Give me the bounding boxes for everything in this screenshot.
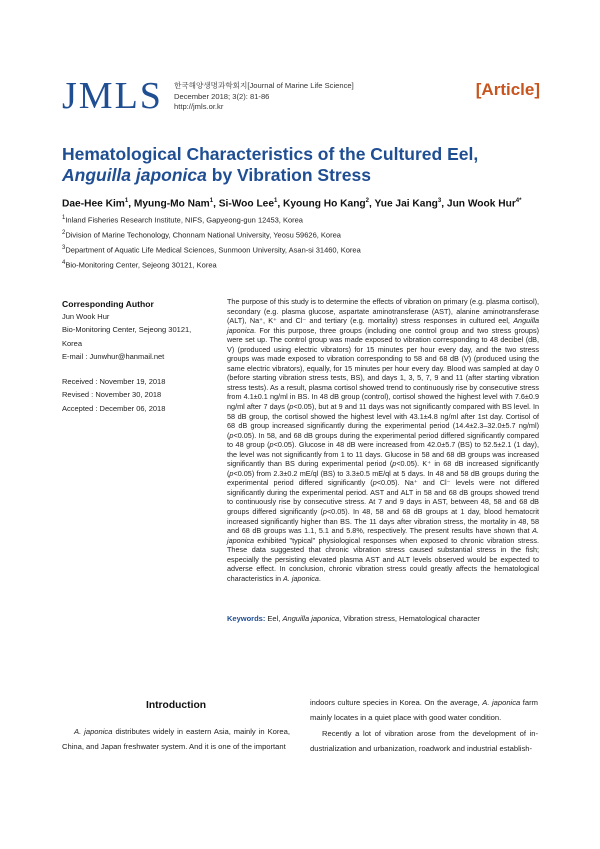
author-separator: , — [213, 198, 219, 210]
text-run: Eel, — [265, 614, 283, 623]
italic-text-run: A. japonica — [482, 698, 521, 707]
paper-title — [62, 144, 542, 186]
title-line-1: Hematological Characteristics of the Cultured Eel, — [62, 144, 479, 164]
author-separator: , — [277, 198, 284, 210]
author-list — [62, 198, 542, 209]
corresponding-author-block — [62, 298, 212, 364]
date-accepted: Accepted : December 06, 2018 — [62, 403, 166, 413]
keywords-label: Keywords: — [227, 614, 266, 623]
text-run: exhibited "typical" physiological responses when exposed to chronic vibration stress. These data suggested that chronic vibration stress caused substantial stress in the fish; especially the persisting elevated plasma AST and ALT levels observed would be expected to adverse effect. In conclusion, chronic vibration stress could greatly affects the hematological characteristics in — [227, 535, 539, 583]
author-name: Kyoung Ho Kang — [283, 198, 366, 210]
date-received: Received : November 19, 2018 — [62, 377, 166, 386]
author-affiliation-mark: 4* — [515, 198, 522, 204]
abstract-text — [227, 297, 539, 583]
italic-text-run: A. japonica — [227, 526, 539, 545]
author-affiliation-mark: 1 — [124, 198, 129, 204]
affiliation-text: Inland Fisheries Research Institute, NIFS, Gapyeong-gun 12453, Korea — [65, 215, 303, 225]
text-run: . — [318, 573, 321, 583]
corresponding-author-name: Jun Wook Hur — [62, 312, 110, 321]
title-species: Anguilla japonica — [62, 165, 207, 185]
title-line-2 — [62, 165, 542, 186]
introduction-paragraph-1-continued — [310, 695, 538, 726]
journal-url[interactable]: http://jmls.or.kr — [174, 102, 224, 111]
italic-text-run: A. japonica — [74, 727, 113, 736]
author-affiliation-mark: 1 — [209, 198, 214, 204]
journal-header — [62, 76, 540, 116]
italic-text-run: p — [372, 478, 377, 488]
text-run: distributes widely in eastern Asia, mainly in Korea, China, and Japan freshwater system. And it is one of the important — [62, 727, 290, 752]
author-affiliation-mark: 3 — [437, 198, 442, 204]
text-run: <0.05) from 2.3±0.2 mE/ql (BS) to 3.3±0.5 mE/ql at 5 days. In 48 and 58 dB groups during the experimental period differed significantly ( — [227, 468, 539, 488]
text-run: <0.05). In 48, 58 and 68 dB groups at 1 day, blood hematocrit increased significantly higher than BS. The 11 days after vibration stress, the mortality in 48, 58 and 68 dB groups was 1.1, 5.1 and 5.8%, respectively. The present results have shown that — [227, 507, 539, 536]
corresponding-author-heading: Corresponding Author — [62, 299, 154, 309]
introduction-left-column — [62, 724, 290, 755]
author-name: Yue Jai Kang — [374, 198, 438, 210]
author-affiliation-mark: 2 — [365, 198, 369, 204]
keywords-line — [227, 614, 539, 623]
text-run: Recently a lot of vibration arose from the development of in-dustrialization and urbanization, roadwork and industrial establish- — [310, 728, 538, 753]
affiliation-text: Division of Marine Techonology, Chonnam National University, Yeosu 59626, Korea — [65, 230, 341, 240]
author-name: Jun Wook Hur — [446, 198, 516, 210]
author-separator: , — [441, 198, 447, 210]
date-revised: Revised : November 30, 2018 — [62, 390, 162, 400]
corresponding-author-address-1: Bio-Monitoring Center, Sejeong 30121, — [62, 325, 192, 335]
introduction-paragraph-1 — [62, 724, 290, 755]
text-run: <0.05). Na⁺ and Cl⁻ levels were not differed significantly during the experimental period. AST and ALT in 58 and 68 dB groups showed trend to continuously rise by consecutive stress. At 7 and 9 days in AST, between 48, 58 and 68 dB groups differed significantly ( — [227, 478, 539, 517]
introduction-heading: Introduction — [145, 700, 207, 711]
affiliation-item — [62, 242, 542, 257]
journal-info — [174, 81, 354, 113]
corresponding-author-address-2: Korea — [62, 338, 83, 348]
corresponding-author-email[interactable]: E-mail : Junwhur@hanmail.net — [62, 352, 165, 362]
affiliation-mark: 3 — [62, 244, 66, 251]
author-affiliation-mark: 1 — [274, 198, 278, 204]
affiliation-mark: 2 — [62, 229, 66, 236]
affiliation-text: Department of Aquatic Life Medical Sciences, Sunmoon University, Asan-si 31460, Korea — [65, 245, 361, 255]
title-rest: by Vibration Stress — [206, 165, 371, 185]
introduction-right-column — [310, 695, 538, 756]
text-run: indoors culture species in Korea. On the average, — [310, 698, 483, 707]
affiliation-mark: 1 — [62, 215, 66, 221]
author-name: Dae-Hee Kim — [62, 198, 125, 210]
author-name: Si-Woo Lee — [218, 198, 275, 210]
affiliation-mark: 4 — [62, 259, 66, 266]
affiliation-item — [62, 212, 542, 227]
keywords-values — [265, 614, 480, 623]
journal-korean-name: 한국해양생명과학회지[Journal of Marine Life Science] — [174, 81, 354, 90]
italic-text-run: A. japonica — [283, 573, 319, 583]
italic-text-run: p — [392, 459, 397, 469]
italic-text-run: p — [322, 507, 327, 517]
publication-dates — [62, 375, 222, 415]
author-separator: , — [128, 198, 134, 210]
affiliation-text: Bio-Monitoring Center, Sejeong 30121, Korea — [65, 260, 217, 270]
italic-text-run: p — [269, 440, 274, 450]
italic-text-run: Anguilla japonica — [227, 316, 539, 335]
text-run: The purpose of this study is to determine the effects of vibration on primary (e.g. plasma cortisol), secondary (e.g. plasma glucose, aspartate aminotransferase (AST), alanine aminotransferase (ALT), Na⁺, K⁺ and Cl⁻ and tertiary (e.g. mortality) stress responses in cultured eel, — [227, 297, 539, 326]
text-run: . For this purpose, three groups (including one control group and two stress groups) were set up. The control group was made exposed to vibration corresponding to 48 decibel (dB, V) (produced using electric vibrators) for 15 minutes per hour every day, and the two stress groups was made exposed to vibration corresponding to 58 and 68 dB (V) (produced using the same electric vibrators), equally, for 15 minutes per hour every day. Blood was sampled at day 0 (before starting vibration stress tests, BS), and days 1, 3, 5, 7, 9 and 11 (after starting vibration stress tests). As a result, plasma cortisol showed trend to continuously rise by consecutive stress from 4.1±0.1 ng/ml in BS. In 48 dB group (control), cortisol showed the highest level with 7.6±0.9 ng/ml after 7 days ( — [227, 325, 539, 412]
journal-issue: December 2018; 3(2): 81-86 — [174, 91, 270, 101]
introduction-paragraph-2 — [310, 726, 538, 757]
text-run: , Vibration stress, Hematological character — [339, 614, 480, 623]
text-run: farm mainly locates in a quiet place with good water condition. — [310, 698, 538, 723]
text-run: <0.05). In 58, and 68 dB groups during the experimental period differed significantly compared to 48 group ( — [227, 430, 539, 450]
affiliation-item — [62, 257, 542, 272]
italic-text-run: p — [229, 468, 234, 478]
text-run: <0.05). K⁺ in 68 dB increased significantly ( — [227, 459, 539, 478]
author-name: Myung-Mo Nam — [133, 198, 210, 210]
affiliation-list — [62, 212, 542, 272]
italic-text-run: p — [229, 430, 234, 440]
affiliation-item — [62, 227, 542, 242]
italic-text-run: p — [289, 402, 294, 412]
author-separator: , — [369, 198, 375, 210]
journal-logo: JMLS — [62, 75, 163, 117]
text-run: <0.05). Glucose in 48 dB were increased from 42.0±5.7 (BS) to 52.5±2.1 (1 day), the level was not significantly from 1 to 11 days. Glucose in 58 and 68 dB groups was increased significantly than BS during experimental period ( — [227, 440, 539, 469]
italic-text-run: Anguilla japonica — [282, 614, 340, 623]
text-run: <0.05), but at 9 and 11 days was not significantly compared with BS level. In 58 dB group, the cortisol showed the highest level with 43.1±4.8 ng/ml after 1st day. Cortisol of 68 dB group increased significantly during the experimental period (14.4±2.3–32.0±5.7 ng/ml) ( — [227, 402, 539, 440]
article-type-label: [Article] — [475, 80, 540, 99]
